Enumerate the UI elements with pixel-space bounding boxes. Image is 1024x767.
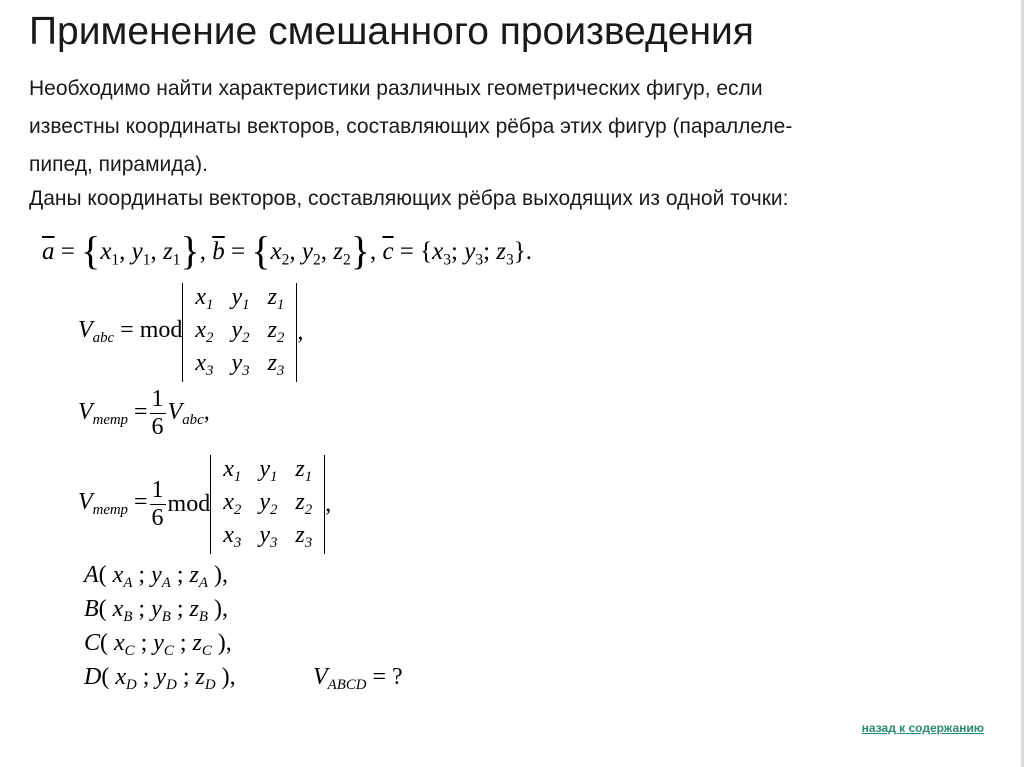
- back-to-contents-link[interactable]: назад к содержанию: [861, 721, 984, 735]
- determinant-1: $x_1$ $y_1$ $z_1$ $x_2$ $y_2$ $z_2$ $x_3$ $y_3$ $z_3$: [182, 283, 297, 382]
- vector-a-symbol: $\overline{a}$: [42, 238, 55, 265]
- vectors-formula: $\overline{a} = \{x_1$, $y_1$, $z_1$}, $\overline{b} = \{x_2$, $y_2$, $z_2$}, $\overline{c} = \{x_3$; $y_3$; $z_3$}.: [42, 228, 533, 273]
- point-d: D( $x_D$ ; $y_D$ ; $z_D$ ),: [84, 664, 236, 694]
- intro-paragraph: [29, 70, 989, 184]
- vector-b-symbol: $\overline{b}$: [212, 238, 225, 265]
- volume-tetra-formula-1: $V_{тетр}$ = $\frac{1}{6}$ $V_{abc}$,: [78, 386, 210, 441]
- volume-parallelepiped-formula: $V_{abc}$ = mod $x_1$ $y_1$ $z_1$ $x_2$ $y_2$ $z_2$ $x_3$ $y_3$ $z_3$ ,: [78, 283, 303, 382]
- determinant-2: $x_1$ $y_1$ $z_1$ $x_2$ $y_2$ $z_2$ $x_3$ $y_3$ $z_3$: [210, 455, 325, 554]
- point-b: B( $x_B$ ; $y_B$ ; $z_B$ ),: [84, 596, 228, 626]
- given-line: Даны координаты векторов, составляющих рёбра выходящих из одной точки:: [29, 187, 789, 210]
- volume-question: $V_{ABCD}$ = ?: [313, 664, 403, 694]
- volume-tetra-formula-2: $V_{тетр}$ = $\frac{1}{6}$ mod $x_1$ $y_1$ $z_1$ $x_2$ $y_2$ $z_2$ $x_3$ $y_3$ $z_3$ ,: [78, 455, 331, 554]
- intro-line-2: известны координаты векторов, составляющих рёбра этих фигур (параллеле-: [29, 115, 793, 138]
- vector-c-symbol: $\overline{c}$: [382, 238, 394, 265]
- point-a: A( $x_A$ ; $y_A$ ; $z_A$ ),: [84, 562, 228, 592]
- page-title: Применение смешанного произведения: [29, 10, 754, 53]
- fraction-one-sixth: $\frac{1}{6}$: [151, 386, 164, 441]
- given-paragraph: [29, 180, 989, 218]
- intro-line-3: пипед, пирамида).: [29, 153, 209, 176]
- intro-line-1: Необходимо найти характеристики различных геометрических фигур, если: [29, 77, 763, 100]
- point-c: C( $x_C$ ; $y_C$ ; $z_C$ ),: [84, 630, 232, 660]
